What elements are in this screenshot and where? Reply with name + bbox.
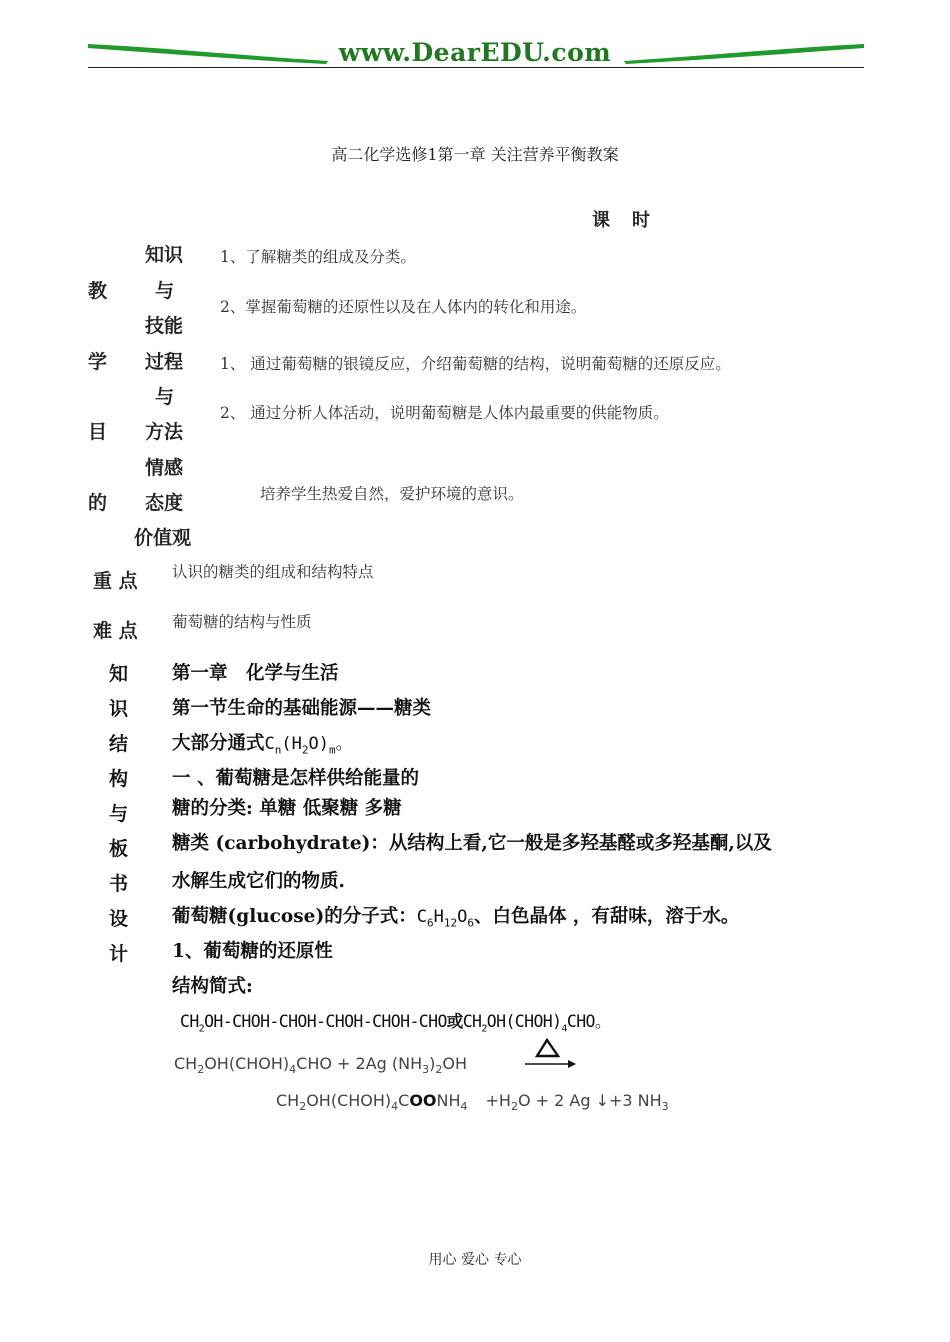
board-side-char: 设 <box>109 908 129 930</box>
process-label: 方法 <box>145 421 184 443</box>
knowledge-item: 2、掌握葡萄糖的还原性以及在人体内的转化和用途。 <box>220 298 587 316</box>
objectives-side-char: 教 <box>88 280 108 302</box>
board-side-char: 构 <box>109 768 129 790</box>
difficulty-text: 葡萄糖的结构与性质 <box>172 613 312 631</box>
emotion-label: 价值观 <box>134 527 192 549</box>
objectives-side-char: 目 <box>88 421 108 443</box>
difficulty-label: 难 点 <box>93 620 138 642</box>
header-rule <box>88 67 864 68</box>
board-structure-formula: $CH_2OH-CHOH-CHOH-CHOH-CHOH$-CHO或$CH_2OH(CHOH)_4CHO$。 <box>180 1012 611 1035</box>
knowledge-label: 知识 <box>145 244 184 266</box>
glucose-formula: $C_6H_{12}O_6$ <box>416 907 474 930</box>
board-sugar-classes: 糖的分类: 单糖 低聚糖 多糖 <box>172 798 402 819</box>
emotion-label: 情感 <box>145 457 184 479</box>
heat-delta-icon <box>537 1040 558 1056</box>
site-logo-text: www.DearEDU.com <box>338 38 612 67</box>
knowledge-item: 1、了解糖类的组成及分类。 <box>220 248 416 266</box>
period-label: 课时 <box>592 210 672 231</box>
board-glucose-formula: 葡萄糖(glucose)的分子式：$C_6H_{12}O_6$、白色晶体 ，有甜味，溶于水。 <box>172 906 740 930</box>
board-side-char: 知 <box>109 663 129 685</box>
board-reducibility-heading: 1、葡萄糖的还原性 <box>172 941 333 962</box>
general-formula: $C_n(H_2O)_m$。 <box>264 734 353 757</box>
objectives-side-char: 的 <box>88 492 108 514</box>
board-side-char: 书 <box>109 873 129 895</box>
board-side-char: 计 <box>109 943 129 965</box>
document-title: 高二化学选修1第一章 关注营养平衡教案 <box>331 145 619 164</box>
board-chapter-title: 第一章 化学与生活 <box>172 663 339 684</box>
board-side-char: 结 <box>109 733 129 755</box>
board-carbohydrate-def-cont: 水解生成它们的物质. <box>172 871 345 892</box>
equation-products: $CH_2OH(CHOH)_4COONH_4 +H_2O + 2$ Ag ↓+3 $NH_3$ <box>276 1091 669 1113</box>
board-section-title: 第一节生命的基础能源——糖类 <box>172 698 432 719</box>
objectives-side-char: 学 <box>88 351 108 373</box>
key-point-text: 认识的糖类的组成和结构特点 <box>172 563 374 581</box>
board-general-formula: 大部分通式$C_n(H_2O)_m$。 <box>172 733 353 757</box>
equation-reactants: $CH_2OH(CHOH)_4CHO + 2Ag$ $(NH_3)_2OH$ <box>174 1054 467 1076</box>
board-side-char: 板 <box>109 838 129 860</box>
board-carbohydrate-def: 糖类 (carbohydrate)：从结构上看,它一般是多羟基醛或多羟基酮,以及 <box>172 833 772 854</box>
board-heading-energy: 一 、葡萄糖是怎样供给能量的 <box>172 768 419 789</box>
page-footer: 用心 爱心 专心 <box>428 1252 522 1268</box>
emotion-label: 态度 <box>145 492 184 514</box>
emotion-item: 培养学生热爱自然，爱护环境的意识。 <box>260 485 524 503</box>
process-item: 1、 通过葡萄糖的银镜反应，介绍葡萄糖的结构，说明葡萄糖的还原反应。 <box>220 355 731 373</box>
key-point-label: 重 点 <box>93 570 138 592</box>
board-side-char: 与 <box>109 803 129 825</box>
knowledge-label: 技能 <box>145 315 184 337</box>
board-structure-label: 结构简式: <box>172 976 253 997</box>
silver-mirror-equation <box>170 1036 730 1116</box>
process-label: 与 <box>155 386 175 408</box>
process-item: 2、 通过分析人体活动，说明葡萄糖是人体内最重要的供能物质。 <box>220 404 669 422</box>
board-side-char: 识 <box>109 698 129 720</box>
process-label: 过程 <box>145 351 184 373</box>
knowledge-label: 与 <box>155 280 175 302</box>
